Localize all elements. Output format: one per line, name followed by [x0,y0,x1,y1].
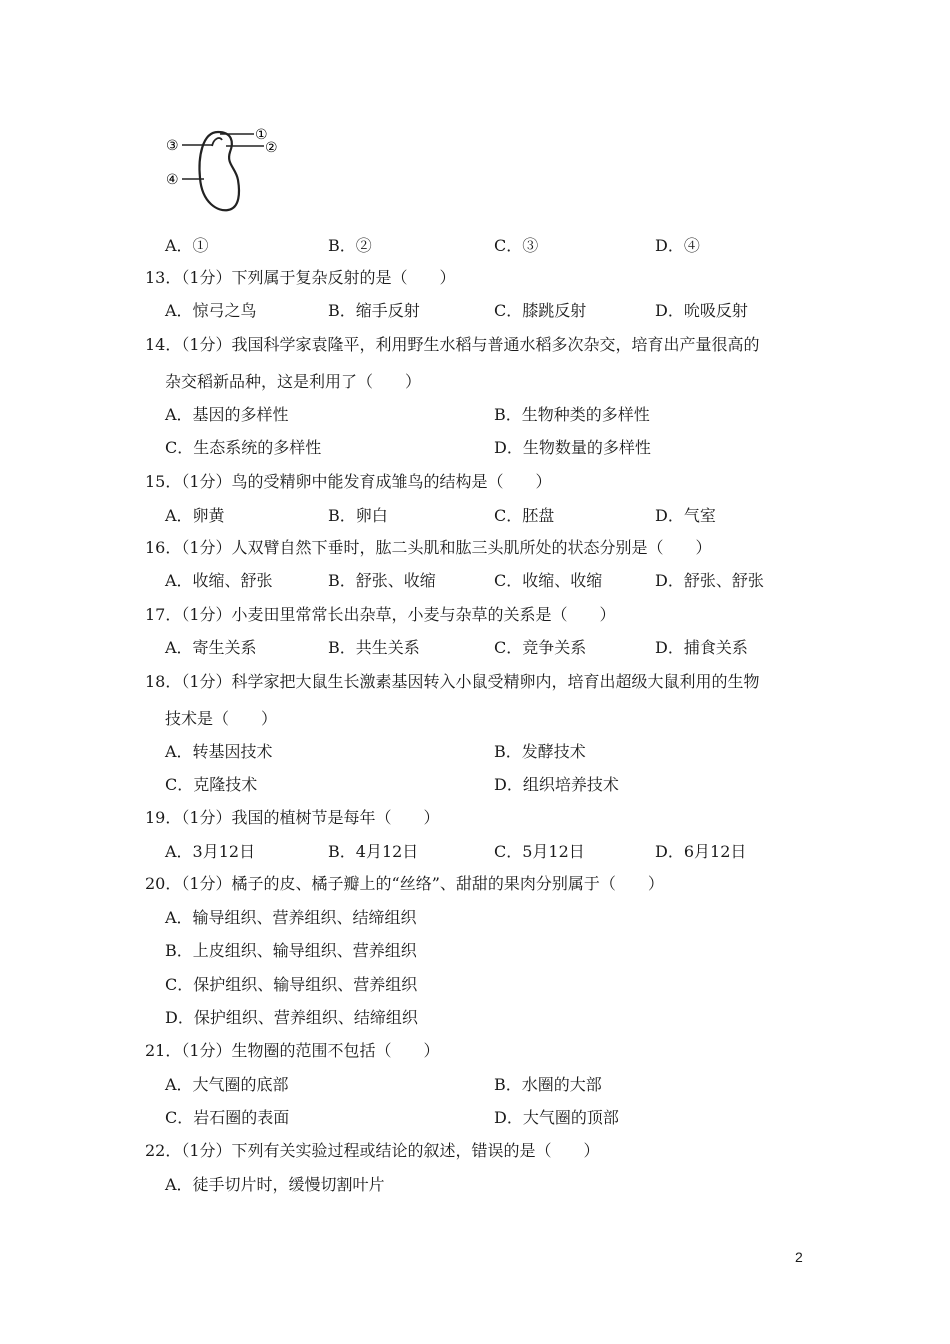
figure-label-4: ④ [166,172,179,188]
q18-stem-line2: 技术是（ ） [165,709,278,728]
q17-stem: 17．（1分）小麦田里常常长出杂草，小麦与杂草的关系是（ ） [145,605,616,624]
q22-option-a: A．徒手切片时，缓慢切割叶片 [165,1175,385,1194]
q14-option-d: D．生物数量的多样性 [494,438,651,457]
q16-option-d: D．舒张、舒张 [655,571,764,590]
q18-option-c: C．克隆技术 [165,775,258,794]
q12-option-d: D．④ [655,236,700,255]
q16-stem: 16．（1分）人双臂自然下垂时，肱二头肌和肱三头肌所处的状态分别是（ ） [145,538,712,557]
q14-option-a: A．基因的多样性 [165,405,289,424]
q17-option-a: A．寄生关系 [165,638,257,657]
q13-option-b: B．缩手反射 [328,301,420,320]
q16-option-a: A．收缩、舒张 [165,571,273,590]
q20-option-c: C．保护组织、输导组织、营养组织 [165,975,418,994]
q18-option-b: B．发酵技术 [494,742,586,761]
q14-option-c: C．生态系统的多样性 [165,438,322,457]
q21-stem: 21．（1分）生物圈的范围不包括（ ） [145,1041,440,1060]
seed-diagram-svg [160,118,290,218]
q18-option-a: A．转基因技术 [165,742,273,761]
q15-stem: 15．（1分）鸟的受精卵中能发育成雏鸟的结构是（ ） [145,472,552,491]
seed-outline [200,132,239,210]
q15-option-b: B．卵白 [328,506,388,525]
q13-option-d: D．吮吸反射 [655,301,748,320]
q19-option-d: D．6月12日 [655,842,747,861]
q21-option-a: A．大气圈的底部 [165,1075,289,1094]
q12-option-a: A．① [165,236,209,255]
page-number: 2 [795,1249,803,1265]
q16-option-c: C．收缩、收缩 [494,571,603,590]
q13-option-a: A．惊弓之鸟 [165,301,257,320]
q12-option-b: B．② [328,236,372,255]
embryo-curve [212,138,222,146]
q21-option-b: B．水圈的大部 [494,1075,602,1094]
q19-option-c: C．5月12日 [494,842,585,861]
q14-option-b: B．生物种类的多样性 [494,405,650,424]
q18-stem-line1: 18．（1分）科学家把大鼠生长激素基因转入小鼠受精卵内，培育出超级大鼠利用的生物 [145,672,760,691]
q19-stem: 19．（1分）我国的植树节是每年（ ） [145,808,440,827]
q12-option-c: C．③ [494,236,539,255]
q21-option-c: C．岩石圈的表面 [165,1108,290,1127]
q16-option-b: B．舒张、收缩 [328,571,436,590]
q15-option-c: C．胚盘 [494,506,555,525]
q21-option-d: D．大气圈的顶部 [494,1108,619,1127]
q18-option-d: D．组织培养技术 [494,775,619,794]
q17-option-d: D．捕食关系 [655,638,748,657]
q20-stem: 20．（1分）橘子的皮、橘子瓣上的“丝络”、甜甜的果肉分别属于（ ） [145,874,664,893]
q19-option-a: A．3月12日 [165,842,256,861]
figure-label-3: ③ [166,138,179,154]
q13-option-c: C．膝跳反射 [494,301,587,320]
q14-stem-line1: 14．（1分）我国科学家袁隆平，利用野生水稻与普通水稻多次杂交，培育出产量很高的 [145,335,760,354]
q17-option-c: C．竞争关系 [494,638,587,657]
q20-option-d: D．保护组织、营养组织、结缔组织 [165,1008,418,1027]
q22-stem: 22．（1分）下列有关实验过程或结论的叙述，错误的是（ ） [145,1141,600,1160]
q13-stem: 13．（1分）下列属于复杂反射的是（ ） [145,268,456,287]
figure-label-1: ① [255,127,268,143]
q17-option-b: B．共生关系 [328,638,420,657]
figure-label-2: ② [265,140,278,156]
q20-option-a: A．输导组织、营养组织、结缔组织 [165,908,417,927]
q14-stem-line2: 杂交稻新品种，这是利用了（ ） [165,372,422,391]
q15-option-a: A．卵黄 [165,506,225,525]
q15-option-d: D．气室 [655,506,716,525]
q20-option-b: B．上皮组织、输导组织、营养组织 [165,941,417,960]
q19-option-b: B．4月12日 [328,842,419,861]
seed-diagram [160,118,290,218]
